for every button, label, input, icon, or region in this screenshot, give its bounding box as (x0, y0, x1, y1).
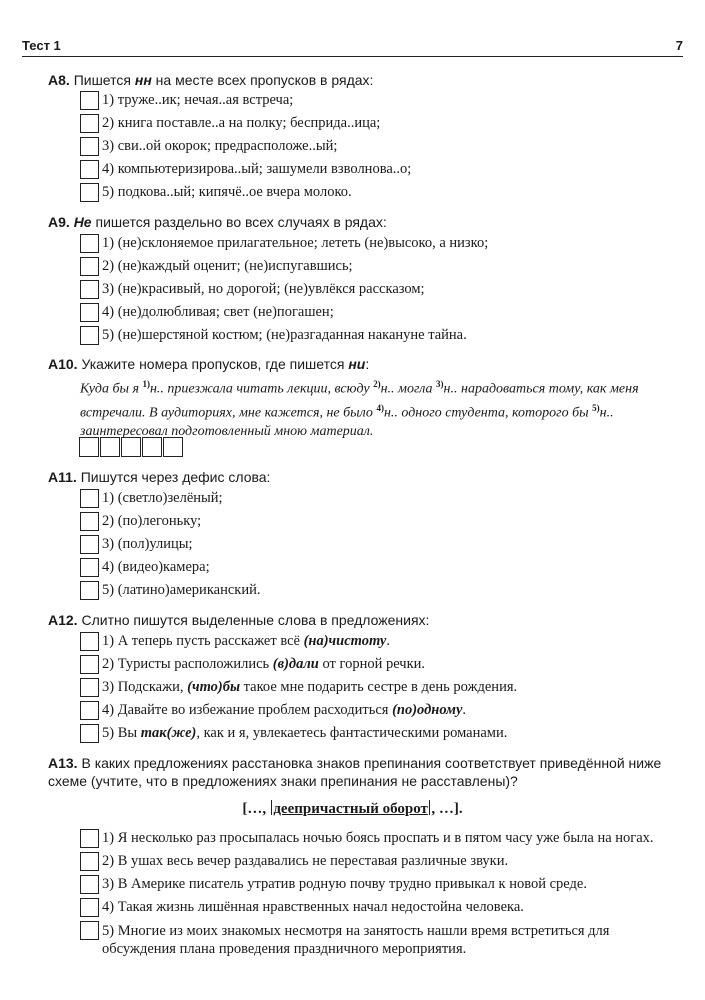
checkbox[interactable] (80, 678, 99, 697)
gap-marker: 4) (376, 402, 384, 413)
option-a11-4[interactable]: 4) (видео)камера; (80, 558, 675, 581)
question-text: В каких предложениях расстановка знаков препинания соответствует приведённой ниже схеме (учтите, что в предложениях знаки препинания не расставлены)? (48, 755, 662, 789)
option-a9-3[interactable]: 3) (не)красивый, но дорогой; (не)увлёкся рассказом; (80, 280, 675, 303)
checkbox[interactable] (80, 701, 99, 720)
option-a13-5[interactable]: 5) Многие из моих знакомых несмотря на занятость нашли время встретиться для обсуждения плана проведения праздничного мероприятия. (80, 921, 675, 963)
checkbox[interactable] (80, 655, 99, 674)
gap-marker: 3) (436, 379, 444, 389)
checkbox[interactable] (80, 535, 99, 554)
page-header (22, 34, 683, 57)
option-a9-5[interactable]: 5) (не)шерстяной костюм; (не)разгаданная накануне тайна. (80, 326, 675, 349)
checkbox[interactable] (80, 183, 99, 202)
checkbox[interactable] (80, 137, 99, 156)
question-text: на месте всех пропусков в рядах: (155, 72, 374, 88)
checkbox[interactable] (80, 489, 99, 508)
checkbox[interactable] (80, 280, 99, 299)
checkbox[interactable] (80, 234, 99, 253)
option-a12-3[interactable]: 3) Подскажи, (что)бы такое мне подарить сестре в день рождения. (80, 678, 675, 701)
option-a8-3[interactable]: 3) сви..ой окорок; предрасположе..ый; (80, 137, 675, 160)
options-a11 (80, 489, 675, 604)
option-a12-5[interactable]: 5) Вы так(же), как и я, увлекаетесь фантастическими романами. (80, 724, 675, 747)
question-number: А12. (48, 612, 78, 628)
schema-participle-phrase: деепричастный оборот (273, 801, 428, 817)
passage-text: Куда бы я $^{1)}$н.. приезжала читать лекции, всюду $^{2)}$н.. могла $^{3)}$н.. нарадоваться тому, как меня встречали. В аудиториях, мне кажется, не было $^{4)}$н.. одного студента, которого бы $^{5)}$н.. заинтересовал подготовленный мною материал. (80, 379, 639, 440)
checkbox[interactable] (80, 724, 99, 743)
checkbox[interactable] (80, 257, 99, 276)
checkbox[interactable] (80, 558, 99, 577)
question-text: пишется раздельно во всех случаях в рядах: (95, 214, 387, 230)
option-a12-4[interactable]: 4) Давайте во избежание проблем расходиться (по)одному. (80, 701, 675, 724)
checkbox[interactable] (80, 303, 99, 322)
question-text: Пишется (73, 72, 131, 88)
option-a8-5[interactable]: 5) подкова..ый; кипячё..ое вчера молоко. (80, 183, 675, 206)
question-a8 (48, 71, 675, 89)
question-text: Пишутся через дефис слова: (80, 469, 271, 485)
checkbox[interactable] (80, 829, 99, 848)
answer-cell[interactable] (142, 437, 162, 457)
option-a9-2[interactable]: 2) (не)каждый оценит; (не)испугавшись; (80, 257, 675, 280)
option-a8-2[interactable]: 2) книга поставле..а на полку; бесприда..ица; (80, 114, 675, 137)
option-a13-2[interactable]: 2) В ушах весь вечер раздавались не переставая различные звуки. (80, 852, 675, 875)
question-emphasis: Не (73, 214, 92, 230)
answer-cell[interactable] (121, 437, 141, 457)
gap-marker: 2) (373, 379, 381, 389)
question-number: А11. (48, 469, 77, 485)
option-a9-4[interactable]: 4) (не)долюбливая; свет (не)погашен; (80, 303, 675, 326)
question-a10: А10. Укажите номера пропусков, где пишется ни: (48, 356, 370, 372)
question-text: Слитно пишутся выделенные слова в предложениях: (81, 612, 430, 628)
checkbox[interactable] (80, 921, 99, 940)
question-text: Укажите номера пропусков, где пишется (81, 356, 345, 372)
option-a12-1[interactable]: 1) А теперь пусть расскажет всё (на)чистоту. (80, 632, 675, 655)
page-number: 7 (675, 38, 683, 53)
question-number: А10. (48, 356, 78, 372)
option-a9-1[interactable]: 1) (не)склоняемое прилагательное; лететь (не)высоко, а низко; (80, 234, 675, 257)
checkbox[interactable] (80, 512, 99, 531)
options-a13 (80, 829, 675, 963)
option-a13-1[interactable]: 1) Я несколько раз просыпалась ночью боясь проспать и в пятом часу уже была на ногах. (80, 829, 675, 852)
option-a13-3[interactable]: 3) В Америке писатель утратив родную почву трудно привыкал к новой среде. (80, 875, 675, 898)
gap-marker: 5) (592, 402, 600, 413)
option-a11-3[interactable]: 3) (пол)улицы; (80, 535, 675, 558)
question-number: А9. (48, 214, 70, 230)
checkbox[interactable] (80, 114, 99, 133)
test-title: Тест 1 (22, 38, 61, 53)
checkbox[interactable] (80, 581, 99, 600)
checkbox[interactable] (80, 326, 99, 345)
question-a13 (48, 754, 673, 790)
options-a12 (80, 632, 675, 747)
options-a9 (80, 234, 675, 349)
question-a11 (48, 468, 675, 486)
answer-cell[interactable] (100, 437, 120, 457)
option-a12-2[interactable]: 2) Туристы расположились (в)дали от горной речки. (80, 655, 675, 678)
option-a8-4[interactable]: 4) компьютеризирова..ый; зашумели взволнова..о; (80, 160, 675, 183)
answer-cell[interactable] (79, 437, 99, 457)
checkbox[interactable] (80, 852, 99, 871)
gap-marker: 1) (142, 379, 150, 389)
answer-boxes (79, 437, 184, 457)
checkbox[interactable] (80, 875, 99, 894)
option-a11-5[interactable]: 5) (латино)американский. (80, 581, 675, 604)
options-a8 (80, 91, 675, 206)
punctuation-schema: […, деепричастный оборот , …]. (242, 801, 463, 817)
question-emphasis: ни (348, 356, 366, 372)
option-a13-4[interactable]: 4) Такая жизнь лишённая нравственных начал недостойна человека. (80, 898, 675, 921)
checkbox[interactable] (80, 160, 99, 179)
question-a9 (48, 213, 675, 231)
checkbox[interactable] (80, 91, 99, 110)
answer-cell[interactable] (163, 437, 183, 457)
question-emphasis: нн (134, 72, 152, 88)
option-a11-2[interactable]: 2) (по)легоньку; (80, 512, 675, 535)
question-number: А13. (48, 755, 78, 771)
question-number: А8. (48, 72, 70, 88)
checkbox[interactable] (80, 632, 99, 651)
option-a8-1[interactable]: 1) труже..ик; нечая..ая встреча; (80, 91, 675, 114)
option-a11-1[interactable]: 1) (светло)зелёный; (80, 489, 675, 512)
question-a12 (48, 611, 675, 629)
checkbox[interactable] (80, 898, 99, 917)
